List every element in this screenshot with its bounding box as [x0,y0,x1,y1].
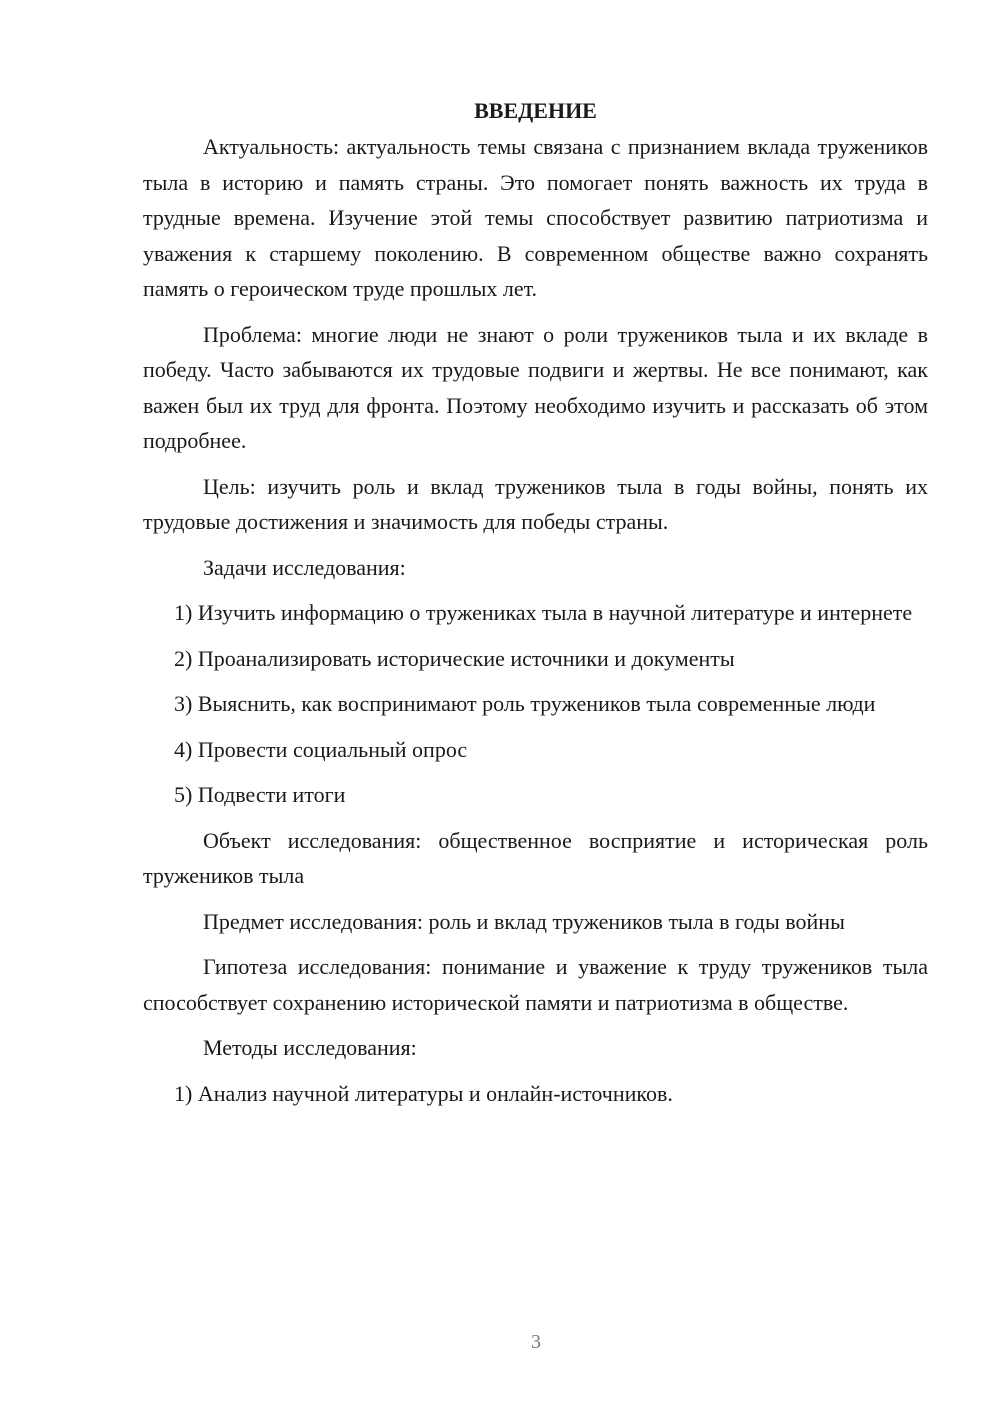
task-item-3: 3) Выяснить, как воспринимают роль тружеников тыла современные люди [174,691,876,716]
paragraph-relevance: Актуальность: актуальность темы связана с признанием вклада тружеников тыла в историю и память страны. Это помогает понять важность их труда в трудные времена. Изучение этой темы способствует развитию патриотизма и уважения к старшему поколению. В современном обществе важно сохранять память о героическом труде прошлых лет. [143,134,928,301]
task-item-1: 1) Изучить информацию о тружениках тыла в научной литературе и интернете [174,600,913,625]
method-item-1: 1) Анализ научной литературы и онлайн-источников. [174,1080,673,1106]
paragraph-subject: Предмет исследования: роль и вклад тружеников тыла в годы войны [203,908,845,934]
page-title: ВВЕДЕНИЕ [474,98,597,123]
paragraph-problem: Проблема: многие люди не знают о роли тружеников тыла и их вкладе в победу. Часто забываются их трудовые подвиги и жертвы. Не все понимают, как важен был их труд для фронта. Поэтому необходимо изучить и рассказать об этом подробнее. [143,321,928,453]
tasks-heading: Задачи исследования: [203,554,406,580]
page-number: 3 [531,1331,541,1353]
paragraph-object: Объект исследования: общественное восприятие и историческая роль тружеников тыла [143,827,928,888]
page-content [143,93,928,1111]
paragraph-goal: Цель: изучить роль и вклад тружеников тыла в годы войны, понять их трудовые достижения и значимость для победы страны. [143,473,928,534]
task-item-4: 4) Провести социальный опрос [174,736,468,762]
task-item-5: 5) Подвести итоги [174,782,346,807]
paragraph-hypothesis: Гипотеза исследования: понимание и уважение к труду тружеников тыла способствует сохранению исторической памяти и патриотизма в обществе. [143,954,928,1015]
methods-heading: Методы исследования: [203,1035,417,1060]
task-item-2: 2) Проанализировать исторические источники и документы [174,645,735,671]
